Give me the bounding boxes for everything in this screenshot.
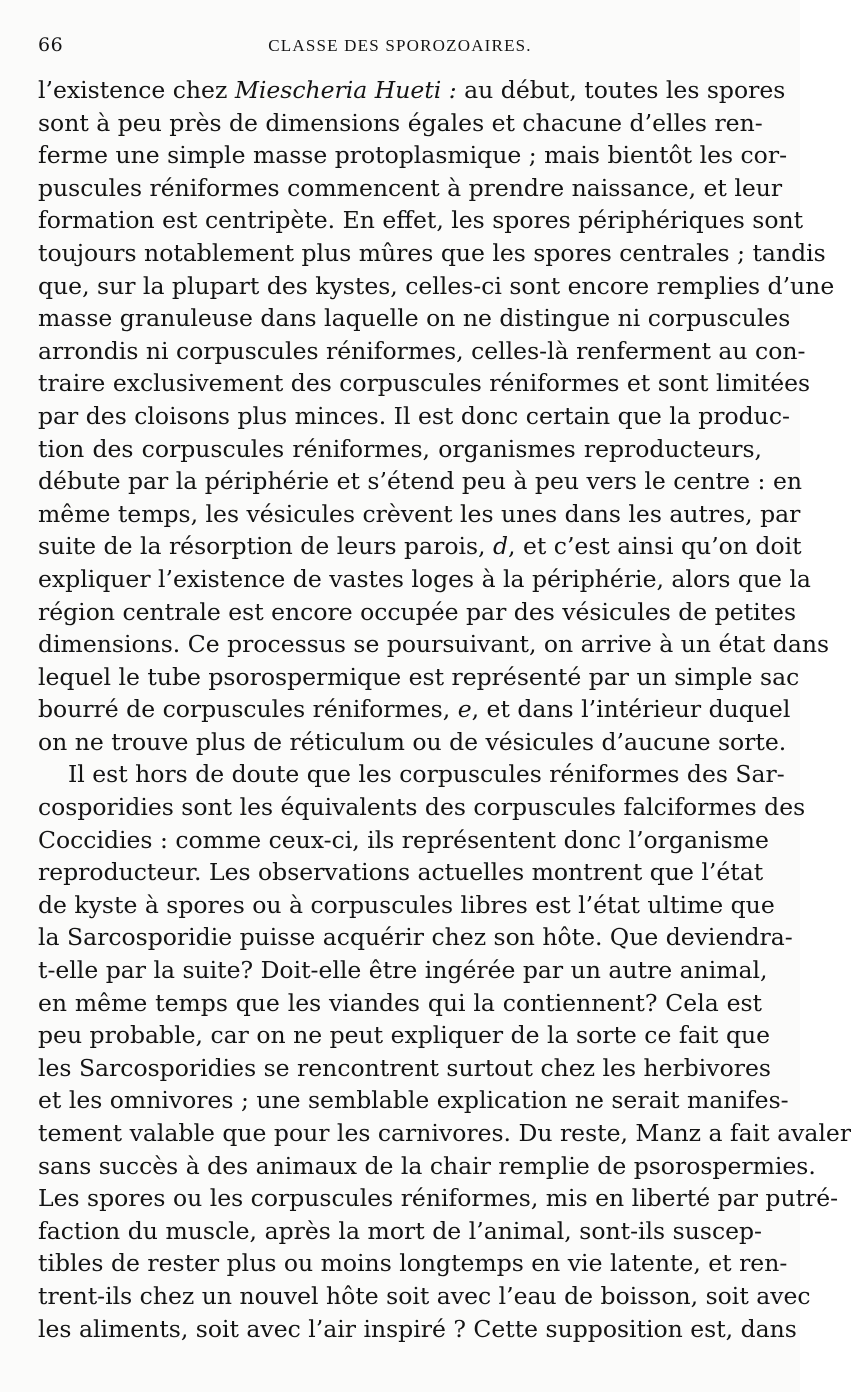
text-line: Il est hors de doute que les corpuscules réniformes des Sar- (68, 760, 785, 789)
text-line: faction du muscle, après la mort de l’animal, sont-ils suscep- (38, 1216, 762, 1245)
italic-term: Miescheria Hueti : (234, 76, 457, 104)
text-line: débute par la périphérie et s’étend peu à peu vers le centre : en (38, 467, 802, 496)
text-line: tibles de rester plus ou moins longtemps en vie latente, et ren- (38, 1249, 788, 1278)
paragraph (38, 758, 851, 1345)
italic-term: e (457, 695, 472, 724)
text-line: arrondis ni corpuscules réniformes, celles-là renferment au con- (38, 336, 806, 365)
text-line: ferme une simple masse protoplasmique ; mais bientôt les cor- (38, 141, 788, 170)
text-line: formation est centripète. En effet, les spores périphériques sont (38, 206, 804, 235)
text-line: tion des corpuscules réniformes, organismes reproducteurs, (38, 434, 762, 463)
text-line: les Sarcosporidies se rencontrent surtout chez les herbivores (38, 1053, 771, 1082)
text-run: au début, toutes les spores (456, 76, 786, 104)
text-line: puscules réniformes commencent à prendre naissance, et leur (38, 173, 783, 202)
text-line: lequel le tube psorospermique est représenté par un simple sac (38, 662, 800, 691)
text-line: région centrale est encore occupée par des vésicules de petites (38, 597, 797, 626)
text-run: l’existence chez (38, 76, 235, 104)
text-line: peu probable, car on ne peut expliquer de la sorte ce fait que (38, 1021, 771, 1050)
page-number: 66 (38, 34, 64, 56)
text-line: dimensions. Ce processus se poursuivant, on arrive à un état dans (38, 630, 830, 659)
text-line: sans succès à des animaux de la chair remplie de psorospermies. (38, 1151, 816, 1180)
text-line: trent-ils chez un nouvel hôte soit avec l’eau de boisson, soit avec (38, 1281, 811, 1310)
text-line: tement valable que pour les carnivores. Du reste, Manz a fait avaler (38, 1119, 851, 1147)
text-line: sont à peu près de dimensions égales et chacune d’elles ren- (38, 108, 763, 137)
text-line: même temps, les vésicules crèvent les unes dans les autres, par (38, 499, 801, 528)
text-line: traire exclusivement des corpuscules réniformes et sont limitées (38, 369, 811, 398)
text-line: Les spores ou les corpuscules réniformes, mis en liberté par putré- (38, 1184, 839, 1213)
text-line: cosporidies sont les équivalents des corpuscules falciformes des (38, 793, 806, 822)
text-line: Coccidies : comme ceux-ci, ils représentent donc l’organisme (38, 825, 769, 854)
text-line: toujours notablement plus mûres que les spores centrales ; tandis (38, 238, 826, 267)
body-text (38, 74, 851, 1345)
text-line: t-elle par la suite? Doit-elle être ingérée par un autre animal, (38, 956, 768, 985)
text-line: on ne trouve plus de réticulum ou de vésicules d’aucune sorte. (38, 727, 787, 756)
text-line (38, 693, 791, 726)
text-run: , et c’est ainsi qu’on doit (508, 532, 802, 561)
text-line (38, 74, 786, 107)
text-line: masse granuleuse dans laquelle on ne distingue ni corpuscules (38, 304, 791, 333)
text-line: que, sur la plupart des kystes, celles-ci sont encore remplies d’une (38, 271, 835, 300)
page-header (38, 34, 762, 64)
text-line (38, 530, 802, 563)
text-line: de kyste à spores ou à corpuscules libres est l’état ultime que (38, 890, 775, 919)
text-line: reproducteur. Les observations actuelles montrent que l’état (38, 858, 764, 887)
text-line: par des cloisons plus minces. Il est donc certain que la produc- (38, 401, 790, 430)
text-line: expliquer l’existence de vastes loges à la périphérie, alors que la (38, 564, 811, 593)
running-title: CLASSE DES SPOROZOAIRES. (268, 36, 532, 55)
text-run: bourré de corpuscules réniformes, (38, 695, 458, 724)
text-line: les aliments, soit avec l’air inspiré ? Cette supposition est, dans (38, 1314, 797, 1343)
paragraph (38, 74, 835, 758)
text-run: suite de la résorption de leurs parois, (38, 532, 493, 561)
text-line: en même temps que les viandes qui la contiennent? Cela est (38, 988, 762, 1017)
text-line: la Sarcosporidie puisse acquérir chez son hôte. Que deviendra- (38, 923, 793, 952)
text-run: , et dans l’intérieur duquel (471, 695, 791, 724)
text-line: et les omnivores ; une semblable explication ne serait manifes- (38, 1086, 789, 1115)
italic-term: d (492, 532, 509, 561)
